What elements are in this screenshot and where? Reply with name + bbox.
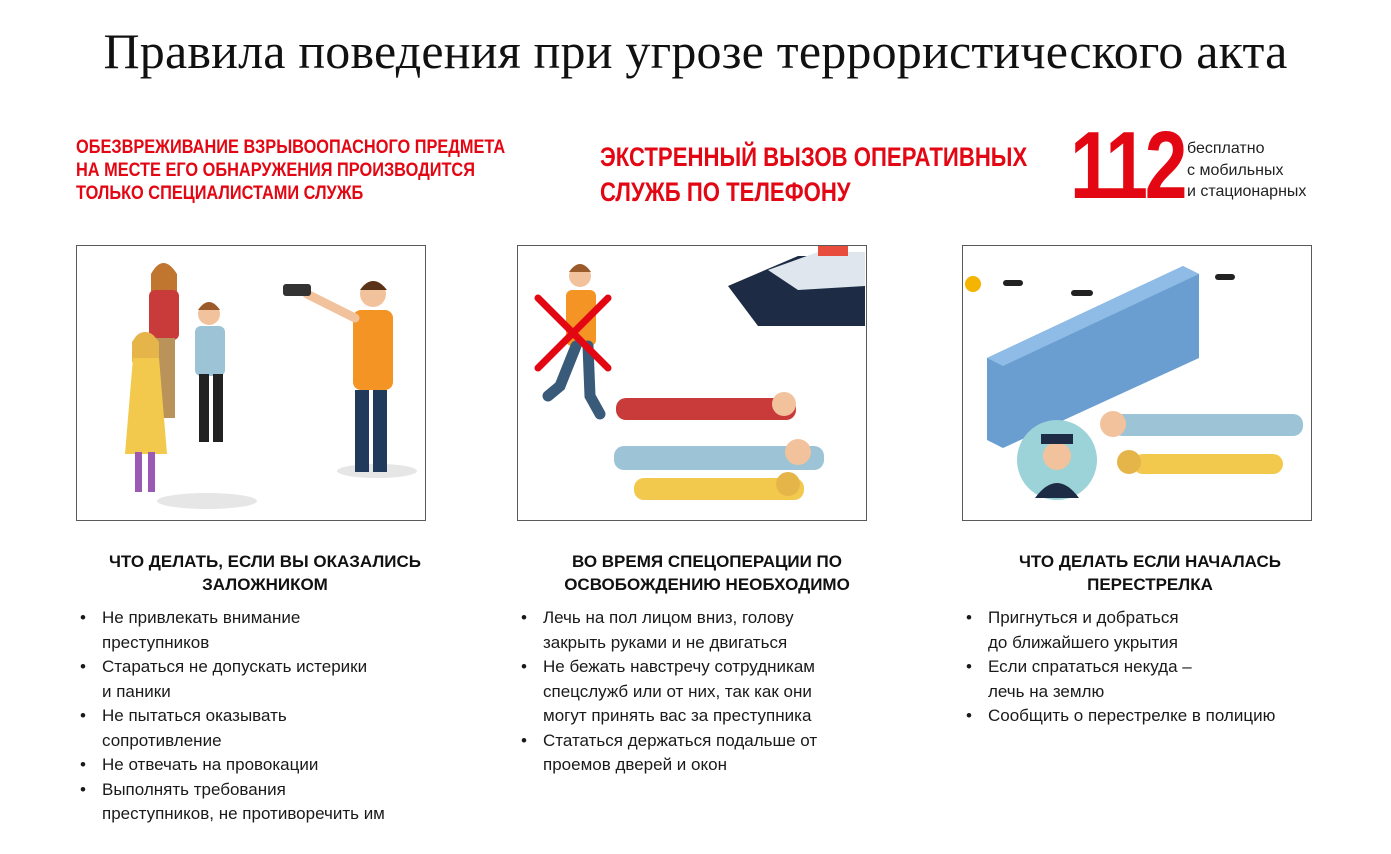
heading-line: ОСВОБОЖДЕНИЮ НЕОБХОДИМО (564, 574, 850, 594)
emergency-number: 112 (1070, 112, 1185, 219)
heading-line: ВО ВРЕМЯ СПЕЦОПЕРАЦИИ ПО (571, 552, 843, 571)
list-item: • Сообщить о перестрелке в полицию (962, 704, 1362, 729)
emergency-call-line: ЭКСТРЕННЫЙ ВЫЗОВ ОПЕРАТИВНЫХ (600, 142, 1028, 172)
hostage-illustration (76, 245, 426, 521)
number-note-line: с мобильных (1187, 161, 1284, 179)
list-item: • Если спрататься некуда – лечь на землю (962, 655, 1362, 704)
list-item: • Лечь на пол лицом вниз, голову закрыть руками и не двигаться (517, 606, 897, 655)
disposal-notice-line: ТОЛЬКО СПЕЦИАЛИСТАМИ СЛУЖБ (76, 183, 364, 205)
emergency-call-notice (600, 140, 1027, 210)
list-item: • Выполнять требования преступников, не противоречить им (76, 778, 456, 827)
special-operation-rules-list (517, 606, 897, 778)
shootout-heading (955, 551, 1345, 597)
number-note-line: и стационарных (1187, 183, 1307, 201)
emergency-number-note (1187, 138, 1306, 203)
page-title: Правила поведения при угрозе террористического акта (103, 23, 1288, 79)
list-item: • Не привлекать внимание преступников (76, 606, 456, 655)
special-operation-heading (512, 551, 902, 597)
list-item: • Не пытаться оказывать сопротивление (76, 704, 456, 753)
disposal-notice-line: НА МЕСТЕ ЕГО ОБНАРУЖЕНИЯ ПРОИЗВОДИТСЯ (76, 160, 475, 182)
list-item: • Пригнуться и добраться до ближайшего укрытия (962, 606, 1362, 655)
number-note-line: бесплатно (1187, 140, 1265, 157)
heading-line: ЗАЛОЖНИКОМ (202, 574, 328, 594)
list-item: • Не отвечать на провокации (76, 753, 456, 778)
hostage-rules-list (76, 606, 456, 827)
disposal-notice (76, 136, 505, 206)
list-item: • Стараться не допускать истерики и паники (76, 655, 456, 704)
special-operation-illustration (517, 245, 867, 521)
list-item: • Не бежать навстречу сотрудникам спецслужб или от них, так как они могут принять вас за преступника (517, 655, 897, 729)
heading-line: ПЕРЕСТРЕЛКА (1087, 574, 1213, 594)
hostage-heading (70, 551, 460, 597)
disposal-notice-line: ОБЕЗВРЕЖИВАНИЕ ВЗРЫВООПАСНОГО ПРЕДМЕТА (76, 137, 506, 158)
emergency-call-line: СЛУЖБ ПО ТЕЛЕФОНУ (600, 177, 851, 208)
shootout-illustration (962, 245, 1312, 521)
list-item: • Стататься держаться подальше от проемов дверей и окон (517, 729, 897, 778)
heading-line: ЧТО ДЕЛАТЬ, ЕСЛИ ВЫ ОКАЗАЛИСЬ (108, 552, 422, 571)
heading-line: ЧТО ДЕЛАТЬ ЕСЛИ НАЧАЛАСЬ (1018, 552, 1281, 571)
shootout-rules-list (962, 606, 1362, 729)
